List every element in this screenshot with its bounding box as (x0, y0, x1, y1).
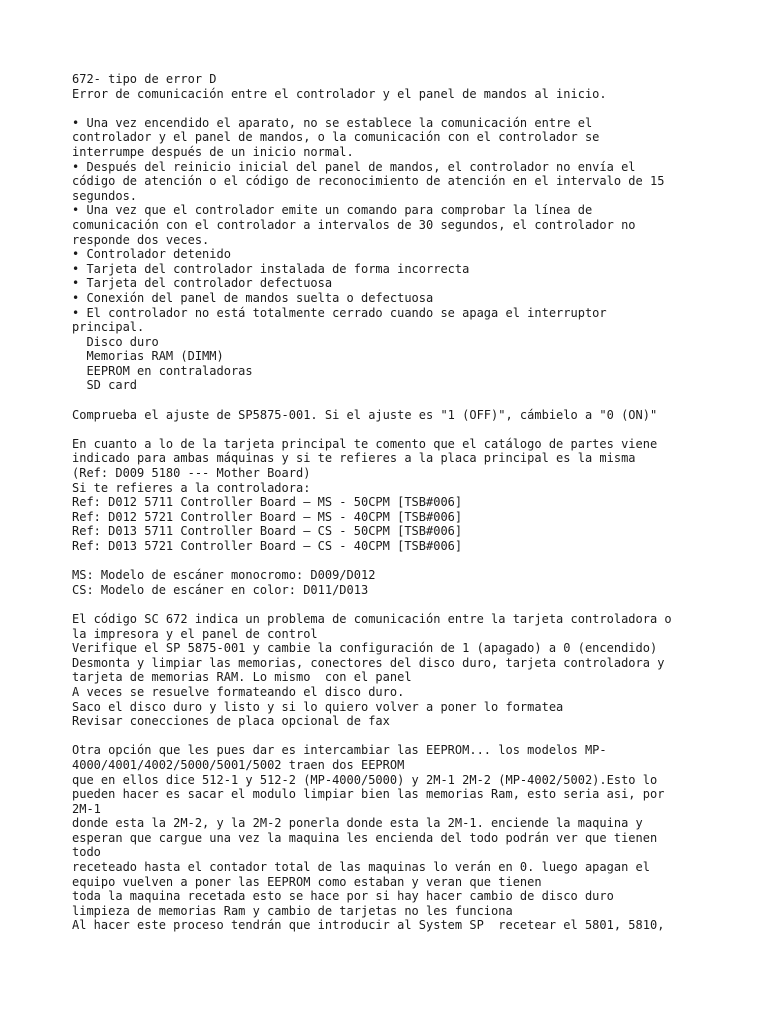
text-line: • Una vez encendido el aparato, no se establece la comunicación entre el (72, 115, 593, 130)
text-line: todo (72, 845, 101, 860)
text-line: controlador y el panel de mandos, o la comunicación con el controlador se (72, 130, 600, 145)
blank-line (72, 422, 712, 437)
text-line: En cuanto a lo de la tarjeta principal te comento que el catálogo de partes viene (72, 436, 658, 451)
text-line: receteado hasta el contador total de las maquinas lo verán en 0. luego apagan el (72, 860, 650, 875)
text-line: CS: Modelo de escáner en color: D011/D013 (72, 582, 369, 597)
text-line: A veces se resuelve formateando el disco duro. (72, 684, 405, 699)
text-line: 2M-1 (72, 801, 101, 816)
text-line: donde esta la 2M-2, y la 2M-2 ponerla donde esta la 2M-1. enciende la maquina y (72, 816, 643, 831)
text-line: Ref: D013 5711 Controller Board – CS - 50CPM [TSB#006] (72, 524, 463, 539)
text-line: Al hacer este proceso tendrán que introducir al System SP recetear el 5801, 5810, (72, 918, 665, 933)
text-line: Otra opción que les pues dar es intercambiar las EEPROM... los modelos MP- (72, 743, 607, 758)
text-line: • Controlador detenido (72, 247, 231, 262)
text-line: equipo vuelven a poner las EEPROM como estaban y veran que tienen (72, 874, 542, 889)
text-line: tarjeta de memorias RAM. Lo mismo con el panel (72, 670, 412, 685)
text-line: EEPROM en contraladoras (72, 363, 253, 378)
blank-line (72, 101, 712, 116)
text-line: Desmonta y limpiar las memorias, conectores del disco duro, tarjeta controladora y (72, 655, 665, 670)
text-line: • Después del reinicio inicial del panel de mandos, el controlador no envía el (72, 159, 636, 174)
text-line: MS: Modelo de escáner monocromo: D009/D012 (72, 568, 376, 583)
text-line: Memorias RAM (DIMM) (72, 349, 224, 364)
text-line: El código SC 672 indica un problema de comunicación entre la tarjeta controladora o (72, 611, 672, 626)
text-line: Error de comunicación entre el controlador y el panel de mandos al inicio. (72, 86, 607, 101)
text-line: interrumpe después de un inicio normal. (72, 144, 354, 159)
text-line: responde dos veces. (72, 232, 210, 247)
text-line: (Ref: D009 5180 --- Mother Board) (72, 466, 311, 481)
text-line: limpieza de memorias Ram y cambio de tarjetas no les funciona (72, 903, 513, 918)
blank-line (72, 554, 712, 569)
text-line: Disco duro (72, 334, 159, 349)
text-line: Saco el disco duro y listo y si lo quiero volver a poner lo formatea (72, 699, 564, 714)
text-line: código de atención o el código de reconocimiento de atención en el intervalo de 15 (72, 174, 665, 189)
blank-line (72, 597, 712, 612)
blank-line (72, 729, 712, 744)
text-line: 672- tipo de error D (72, 72, 217, 86)
text-line: Ref: D012 5711 Controller Board – MS - 50CPM [TSB#006] (72, 495, 463, 510)
text-line: SD card (72, 378, 138, 393)
text-line: esperan que cargue una vez la maquina les encienda del todo podrán ver que tienen (72, 830, 658, 845)
text-line: indicado para ambas máquinas y si te refieres a la placa principal es la misma (72, 451, 636, 466)
text-line: • Una vez que el controlador emite un comando para comprobar la línea de (72, 203, 593, 218)
text-line: Si te refieres a la controladora: (72, 480, 311, 495)
text-line: segundos. (72, 188, 138, 203)
text-line: pueden hacer es sacar el modulo limpiar bien las memorias Ram, esto seria asi, por (72, 787, 665, 802)
text-line: • El controlador no está totalmente cerrado cuando se apaga el interruptor (72, 305, 607, 320)
document-body (72, 72, 712, 933)
text-line: • Tarjeta del controlador instalada de forma incorrecta (72, 261, 470, 276)
text-line: Verifique el SP 5875-001 y cambie la configuración de 1 (apagado) a 0 (encendido) (72, 641, 658, 656)
text-line: 4000/4001/4002/5000/5001/5002 traen dos EEPROM (72, 757, 405, 772)
text-line: Revisar conecciones de placa opcional de fax (72, 714, 390, 729)
text-line: Ref: D013 5721 Controller Board – CS - 40CPM [TSB#006] (72, 539, 463, 553)
text-line: Ref: D012 5721 Controller Board – MS - 40CPM [TSB#006] (72, 509, 463, 524)
text-line: comunicación con el controlador a intervalos de 30 segundos, el controlador no (72, 217, 636, 232)
text-line: que en ellos dice 512-1 y 512-2 (MP-4000/5000) y 2M-1 2M-2 (MP-4002/5002).Esto lo (72, 772, 658, 787)
text-line: Comprueba el ajuste de SP5875-001. Si el ajuste es "1 (OFF)", cámbielo a "0 (ON)" (72, 407, 658, 422)
text-line: la impresora y el panel de control (72, 626, 318, 641)
text-line: principal. (72, 320, 145, 335)
blank-line (72, 393, 712, 408)
text-line: • Tarjeta del controlador defectuosa (72, 276, 333, 291)
text-line: • Conexión del panel de mandos suelta o defectuosa (72, 290, 434, 305)
text-line: toda la maquina recetada esto se hace por si hay hacer cambio de disco duro (72, 889, 614, 904)
